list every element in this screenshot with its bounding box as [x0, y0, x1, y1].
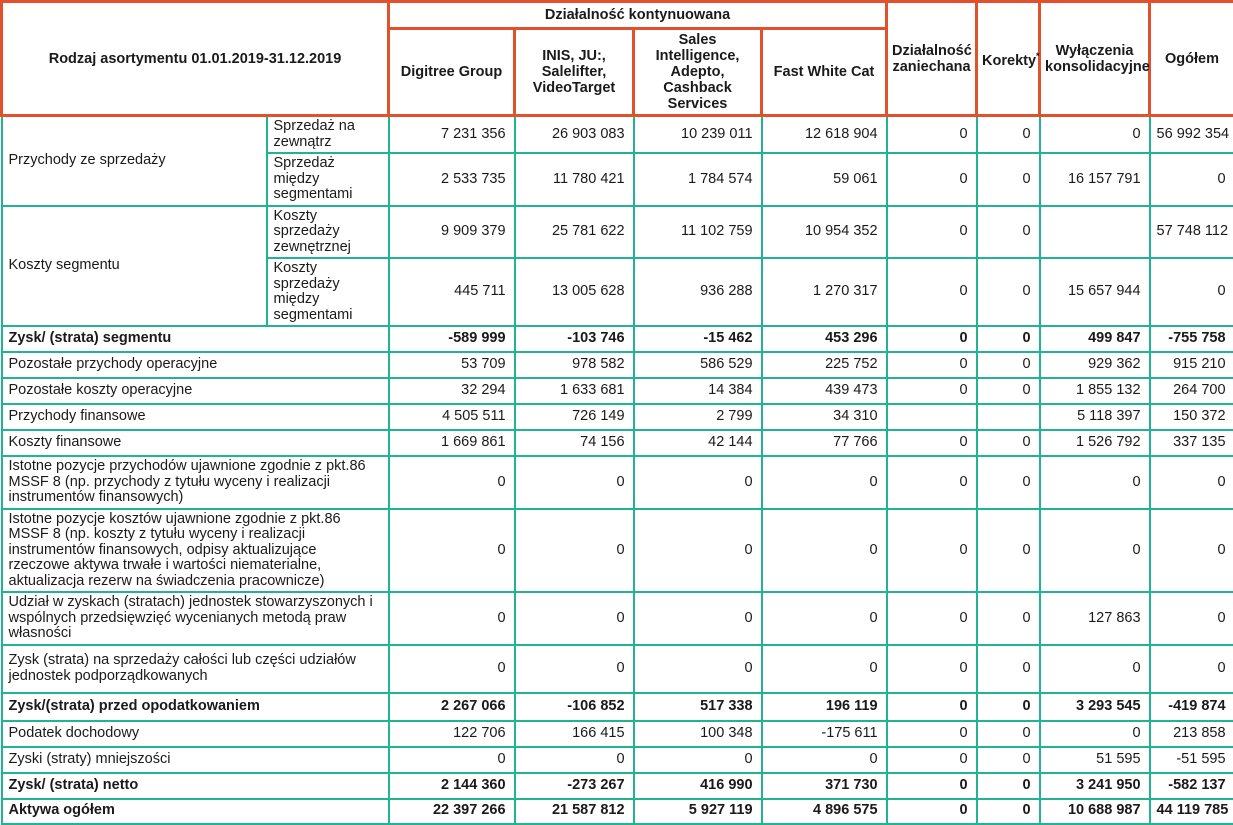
row-category-cell: Koszty segmentu: [2, 206, 267, 327]
row-label-cell: Zysk (strata) na sprzedaży całości lub części udziałów jednostek podporządkowanych: [2, 645, 389, 693]
value-cell: -106 852: [515, 693, 634, 721]
value-cell: 0: [389, 645, 515, 693]
value-cell: 0: [762, 509, 887, 593]
value-cell: -15 462: [634, 326, 762, 352]
row-sublabel-cell: Sprzedaż na zewnątrz: [267, 116, 389, 154]
value-cell: 0: [1040, 456, 1150, 509]
table-row: [2, 509, 1233, 593]
value-cell: 0: [515, 592, 634, 645]
value-cell: 166 415: [515, 721, 634, 747]
value-cell: 0: [634, 509, 762, 593]
value-cell: 2 267 066: [389, 693, 515, 721]
value-cell: 0: [1150, 592, 1233, 645]
col-header-korekty: [977, 2, 1040, 116]
value-cell: 0: [389, 592, 515, 645]
value-cell: 0: [977, 153, 1040, 206]
value-cell: 74 156: [515, 430, 634, 456]
value-cell: 0: [1150, 509, 1233, 593]
header-group-continued: Działalność kontynuowana: [389, 2, 887, 29]
row-sublabel-cell: Koszty sprzedaży między segmentami: [267, 258, 389, 326]
value-cell: 0: [977, 747, 1040, 773]
value-cell: 1 784 574: [634, 153, 762, 206]
table-row: [2, 645, 1233, 693]
value-cell: 1 526 792: [1040, 430, 1150, 456]
value-cell: 0: [977, 378, 1040, 404]
korekty-footnote-mark: *: [1036, 51, 1040, 61]
value-cell: 10 954 352: [762, 206, 887, 259]
value-cell: 0: [515, 747, 634, 773]
value-cell: 225 752: [762, 352, 887, 378]
value-cell: 0: [1040, 645, 1150, 693]
value-cell: 0: [515, 509, 634, 593]
value-cell: 0: [977, 326, 1040, 352]
value-cell: 586 529: [634, 352, 762, 378]
value-cell: -103 746: [515, 326, 634, 352]
col-header-wylaczenia: Wyłączenia konsolidacyjne: [1040, 2, 1150, 116]
row-label-cell: Zysk/ (strata) netto: [2, 773, 389, 799]
value-cell: 0: [977, 592, 1040, 645]
value-cell: 1 270 317: [762, 258, 887, 326]
value-cell: 100 348: [634, 721, 762, 747]
value-cell: 0: [1150, 645, 1233, 693]
row-label-cell: Zysk/ (strata) segmentu: [2, 326, 389, 352]
col-header-discontinued: Działalność zaniechana: [887, 2, 977, 116]
value-cell: 0: [887, 799, 977, 824]
value-cell: 0: [515, 645, 634, 693]
table-row: [2, 116, 1233, 154]
value-cell: 0: [634, 456, 762, 509]
value-cell: 9 909 379: [389, 206, 515, 259]
value-cell: 439 473: [762, 378, 887, 404]
table-row: [2, 456, 1233, 509]
value-cell: 0: [1040, 509, 1150, 593]
value-cell: 264 700: [1150, 378, 1233, 404]
value-cell: 0: [977, 773, 1040, 799]
value-cell: 21 587 812: [515, 799, 634, 824]
table-body: [2, 116, 1233, 824]
row-label-cell: Udział w zyskach (stratach) jednostek stowarzyszonych i wspólnych przedsięwzięć wycenianych metodą praw własności: [2, 592, 389, 645]
value-cell: 7 231 356: [389, 116, 515, 154]
value-cell: 32 294: [389, 378, 515, 404]
header-row-label: Rodzaj asortymentu 01.01.2019-31.12.2019: [2, 2, 389, 116]
value-cell: 34 310: [762, 404, 887, 430]
value-cell: 127 863: [1040, 592, 1150, 645]
value-cell: 0: [389, 456, 515, 509]
value-cell: 416 990: [634, 773, 762, 799]
value-cell: 517 338: [634, 693, 762, 721]
value-cell: 0: [1150, 258, 1233, 326]
value-cell: -755 758: [1150, 326, 1233, 352]
row-label-cell: Koszty finansowe: [2, 430, 389, 456]
value-cell: 1 855 132: [1040, 378, 1150, 404]
value-cell: 0: [1150, 153, 1233, 206]
value-cell: 0: [1150, 456, 1233, 509]
value-cell: -51 595: [1150, 747, 1233, 773]
value-cell: [977, 404, 1040, 430]
value-cell: 11 102 759: [634, 206, 762, 259]
value-cell: 59 061: [762, 153, 887, 206]
value-cell: 0: [977, 721, 1040, 747]
value-cell: 15 657 944: [1040, 258, 1150, 326]
value-cell: 0: [887, 153, 977, 206]
row-label-cell: Zysk/(strata) przed opodatkowaniem: [2, 693, 389, 721]
value-cell: 16 157 791: [1040, 153, 1150, 206]
value-cell: 915 210: [1150, 352, 1233, 378]
value-cell: 12 618 904: [762, 116, 887, 154]
value-cell: 10 688 987: [1040, 799, 1150, 824]
value-cell: 0: [887, 592, 977, 645]
value-cell: -419 874: [1150, 693, 1233, 721]
value-cell: 4 505 511: [389, 404, 515, 430]
value-cell: 53 709: [389, 352, 515, 378]
value-cell: 453 296: [762, 326, 887, 352]
value-cell: 5 118 397: [1040, 404, 1150, 430]
row-label-cell: Zyski (straty) mniejszości: [2, 747, 389, 773]
value-cell: -582 137: [1150, 773, 1233, 799]
value-cell: 196 119: [762, 693, 887, 721]
value-cell: 371 730: [762, 773, 887, 799]
value-cell: 0: [887, 509, 977, 593]
value-cell: 14 384: [634, 378, 762, 404]
value-cell: 0: [887, 258, 977, 326]
col-header-digitree: Digitree Group: [389, 29, 515, 116]
table-header: [2, 2, 1233, 116]
value-cell: 77 766: [762, 430, 887, 456]
value-cell: 51 595: [1040, 747, 1150, 773]
value-cell: 0: [977, 456, 1040, 509]
value-cell: 0: [977, 352, 1040, 378]
value-cell: 0: [887, 456, 977, 509]
table-row: [2, 773, 1233, 799]
value-cell: 0: [887, 430, 977, 456]
row-label-cell: Pozostałe przychody operacyjne: [2, 352, 389, 378]
value-cell: 0: [887, 352, 977, 378]
value-cell: 0: [634, 592, 762, 645]
value-cell: 0: [977, 430, 1040, 456]
row-label-cell: Istotne pozycje przychodów ujawnione zgodnie z pkt.86 MSSF 8 (np. przychody z tytułu wyceny i realizacji instrumentów finansowych): [2, 456, 389, 509]
value-cell: 0: [977, 258, 1040, 326]
col-header-sales-intelligence: Sales Intelligence, Adepto, Cashback Services: [634, 29, 762, 116]
value-cell: 2 799: [634, 404, 762, 430]
value-cell: 3 241 950: [1040, 773, 1150, 799]
value-cell: [1040, 206, 1150, 259]
col-header-ogolem: Ogółem: [1150, 2, 1233, 116]
value-cell: 0: [634, 747, 762, 773]
value-cell: 26 903 083: [515, 116, 634, 154]
value-cell: 0: [977, 206, 1040, 259]
value-cell: 0: [1040, 116, 1150, 154]
col-header-inis: INIS, JU:, Salelifter, VideoTarget: [515, 29, 634, 116]
row-label-cell: Podatek dochodowy: [2, 721, 389, 747]
value-cell: 0: [887, 747, 977, 773]
row-label-cell: Aktywa ogółem: [2, 799, 389, 824]
value-cell: 0: [389, 509, 515, 593]
value-cell: 0: [389, 747, 515, 773]
table-row: [2, 430, 1233, 456]
value-cell: 0: [887, 693, 977, 721]
value-cell: 0: [887, 326, 977, 352]
value-cell: 1 669 861: [389, 430, 515, 456]
value-cell: 122 706: [389, 721, 515, 747]
row-sublabel-cell: Koszty sprzedaży zewnętrznej: [267, 206, 389, 259]
value-cell: 0: [887, 206, 977, 259]
value-cell: 1 633 681: [515, 378, 634, 404]
value-cell: 4 896 575: [762, 799, 887, 824]
value-cell: 213 858: [1150, 721, 1233, 747]
value-cell: 499 847: [1040, 326, 1150, 352]
table-row: [2, 404, 1233, 430]
value-cell: 11 780 421: [515, 153, 634, 206]
value-cell: 0: [762, 645, 887, 693]
value-cell: 2 144 360: [389, 773, 515, 799]
value-cell: 0: [762, 747, 887, 773]
value-cell: 0: [977, 693, 1040, 721]
col-header-fast-white-cat: Fast White Cat: [762, 29, 887, 116]
value-cell: 726 149: [515, 404, 634, 430]
value-cell: 25 781 622: [515, 206, 634, 259]
value-cell: -175 611: [762, 721, 887, 747]
table-row: [2, 206, 1233, 259]
value-cell: 0: [977, 509, 1040, 593]
value-cell: 56 992 354: [1150, 116, 1233, 154]
value-cell: 10 239 011: [634, 116, 762, 154]
value-cell: 3 293 545: [1040, 693, 1150, 721]
value-cell: [887, 404, 977, 430]
row-sublabel-cell: Sprzedaż między segmentami: [267, 153, 389, 206]
value-cell: 0: [515, 456, 634, 509]
value-cell: 0: [887, 721, 977, 747]
value-cell: 0: [977, 645, 1040, 693]
value-cell: 0: [762, 592, 887, 645]
value-cell: -273 267: [515, 773, 634, 799]
value-cell: -589 999: [389, 326, 515, 352]
value-cell: 5 927 119: [634, 799, 762, 824]
value-cell: 337 135: [1150, 430, 1233, 456]
value-cell: 936 288: [634, 258, 762, 326]
table-row: [2, 592, 1233, 645]
value-cell: 929 362: [1040, 352, 1150, 378]
value-cell: 0: [887, 645, 977, 693]
value-cell: 42 144: [634, 430, 762, 456]
value-cell: 22 397 266: [389, 799, 515, 824]
table-row: [2, 747, 1233, 773]
table-row: [2, 378, 1233, 404]
row-label-cell: Przychody finansowe: [2, 404, 389, 430]
table-row: [2, 352, 1233, 378]
row-label-cell: Pozostałe koszty operacyjne: [2, 378, 389, 404]
table-row: [2, 799, 1233, 824]
value-cell: 57 748 112: [1150, 206, 1233, 259]
table-row: [2, 326, 1233, 352]
value-cell: 0: [977, 799, 1040, 824]
value-cell: 0: [1040, 721, 1150, 747]
row-category-cell: Przychody ze sprzedaży: [2, 116, 267, 206]
value-cell: 13 005 628: [515, 258, 634, 326]
value-cell: 445 711: [389, 258, 515, 326]
value-cell: 0: [887, 773, 977, 799]
value-cell: 0: [634, 645, 762, 693]
table-row: [2, 693, 1233, 721]
value-cell: 0: [977, 116, 1040, 154]
table-row: [2, 721, 1233, 747]
value-cell: 44 119 785: [1150, 799, 1233, 824]
row-label-cell: Istotne pozycje kosztów ujawnione zgodnie z pkt.86 MSSF 8 (np. koszty z tytułu wyceny i realizacji instrumentów finansowych, odpisy aktualizujące rzeczowe aktywa trwałe i wartości niematerialne, aktualizacja rezerw na świadczenia pracownicze): [2, 509, 389, 593]
value-cell: 2 533 735: [389, 153, 515, 206]
col-header-korekty-label: Korekty: [982, 53, 1036, 69]
value-cell: 0: [762, 456, 887, 509]
value-cell: 0: [887, 378, 977, 404]
value-cell: 150 372: [1150, 404, 1233, 430]
value-cell: 978 582: [515, 352, 634, 378]
value-cell: 0: [887, 116, 977, 154]
